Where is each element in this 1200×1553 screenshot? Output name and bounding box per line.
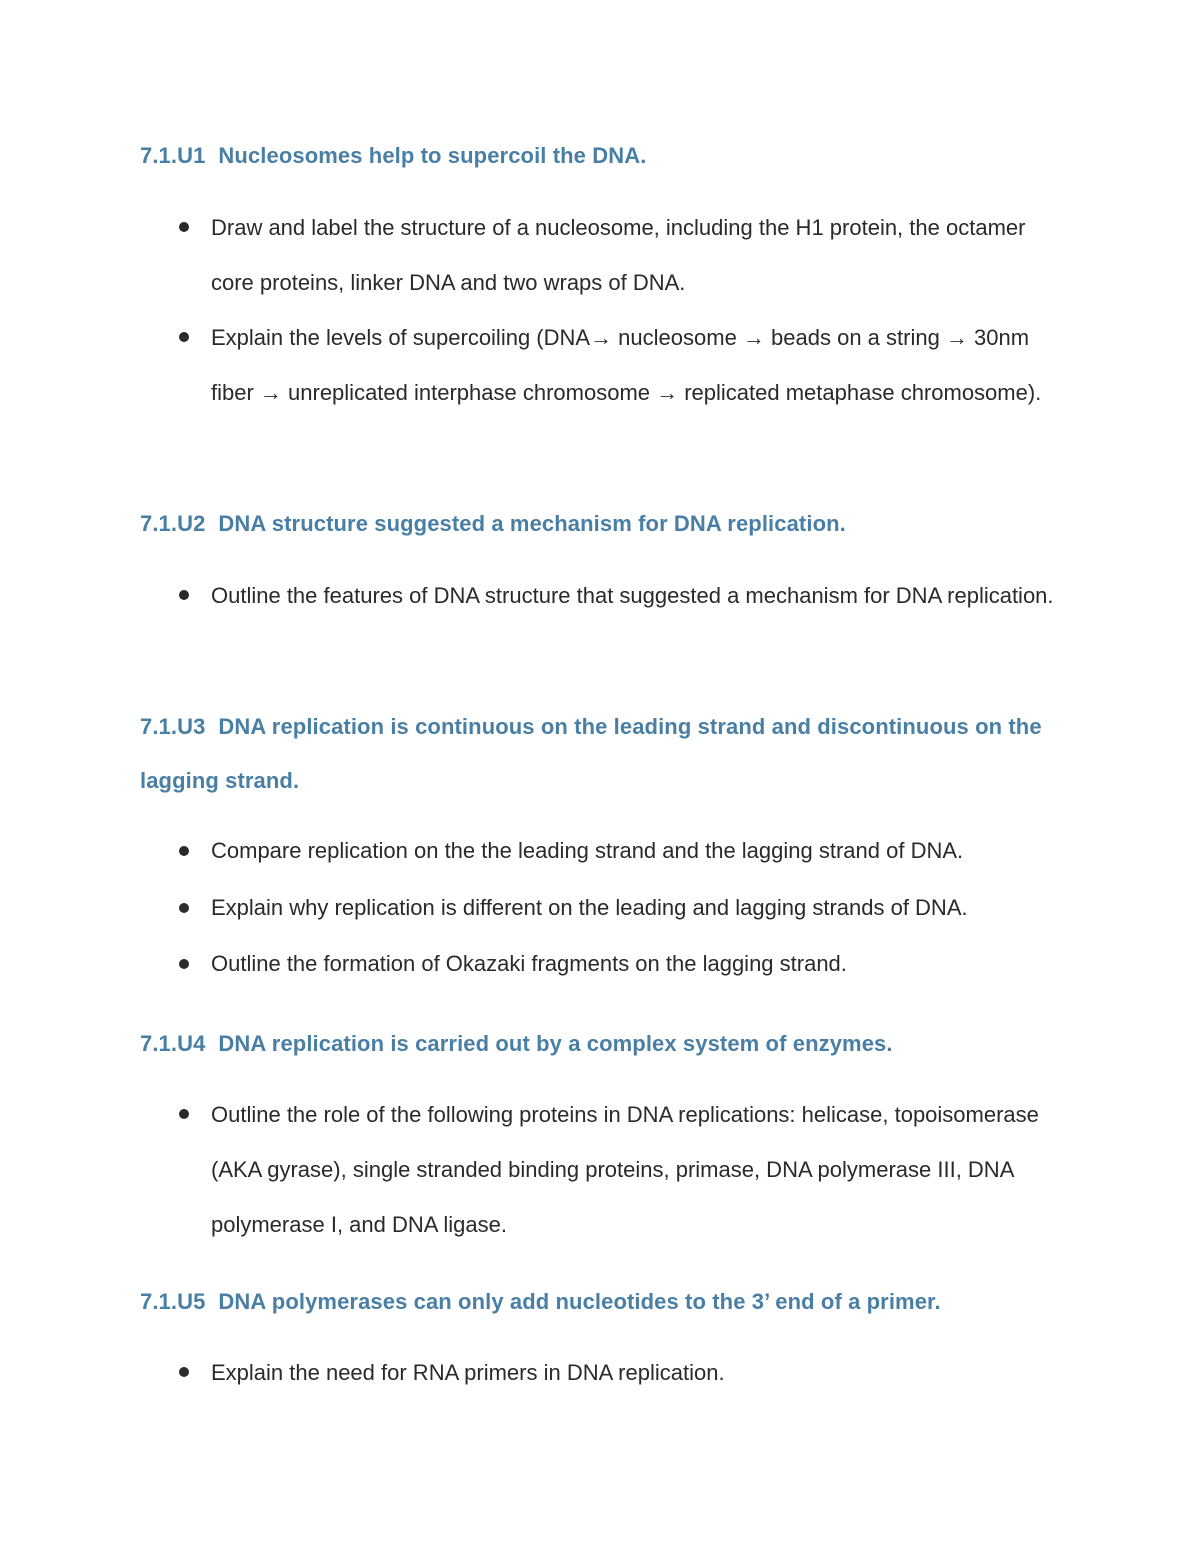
section-7-1-u5 bbox=[140, 1275, 1070, 1400]
section-7-1-u4 bbox=[140, 1017, 1070, 1252]
bullet-icon bbox=[179, 903, 189, 913]
bullet-icon bbox=[179, 590, 189, 600]
section-heading bbox=[140, 1275, 1070, 1329]
section-code: 7.1.U3 bbox=[140, 714, 206, 739]
list-item bbox=[140, 880, 1070, 937]
list-item bbox=[140, 568, 1070, 623]
list-item bbox=[140, 310, 1070, 420]
section-code: 7.1.U2 bbox=[140, 511, 206, 536]
bullet-icon bbox=[179, 846, 189, 856]
section-title: DNA polymerases can only add nucleotides to the 3’ end of a primer. bbox=[218, 1289, 941, 1314]
list-item-text: Outline the features of DNA structure that suggested a mechanism for DNA replication. bbox=[211, 583, 1054, 608]
bullet-list bbox=[140, 568, 1070, 623]
bullet-list bbox=[140, 823, 1070, 993]
bullet-list bbox=[140, 1087, 1070, 1252]
section-title: DNA replication is continuous on the leading strand and discontinuous on the lagging strand. bbox=[140, 714, 1042, 793]
section-code: 7.1.U5 bbox=[140, 1289, 206, 1314]
section-heading bbox=[140, 1017, 1070, 1071]
section-code: 7.1.U4 bbox=[140, 1031, 206, 1056]
list-item bbox=[140, 1087, 1070, 1252]
bullet-icon bbox=[179, 959, 189, 969]
section-heading bbox=[140, 129, 1070, 183]
section-7-1-u2 bbox=[140, 497, 1070, 623]
list-item-text: Draw and label the structure of a nucleosome, including the H1 protein, the octamer core proteins, linker DNA and two wraps of DNA. bbox=[211, 215, 1026, 295]
list-item bbox=[140, 936, 1070, 993]
bullet-list bbox=[140, 1345, 1070, 1400]
list-item bbox=[140, 200, 1070, 310]
bullet-icon bbox=[179, 1367, 189, 1377]
list-item-text: Compare replication on the the leading strand and the lagging strand of DNA. bbox=[211, 838, 964, 863]
section-7-1-u3 bbox=[140, 700, 1070, 993]
section-heading bbox=[140, 497, 1070, 551]
bullet-icon bbox=[179, 222, 189, 232]
section-code: 7.1.U1 bbox=[140, 143, 206, 168]
list-item bbox=[140, 823, 1070, 880]
bullet-icon bbox=[179, 1109, 189, 1119]
section-heading bbox=[140, 700, 1070, 808]
list-item-text: Outline the formation of Okazaki fragments on the lagging strand. bbox=[211, 951, 847, 976]
section-title: DNA replication is carried out by a complex system of enzymes. bbox=[218, 1031, 893, 1056]
section-title: DNA structure suggested a mechanism for DNA replication. bbox=[218, 511, 846, 536]
list-item-text: Explain the need for RNA primers in DNA replication. bbox=[211, 1360, 725, 1385]
section-7-1-u1 bbox=[140, 129, 1070, 420]
bullet-icon bbox=[179, 332, 189, 342]
bullet-list bbox=[140, 200, 1070, 420]
list-item-text: Outline the role of the following proteins in DNA replications: helicase, topoisomerase (AKA gyrase), single stranded binding proteins, primase, DNA polymerase III, DNA polymerase I, and DNA ligase. bbox=[211, 1102, 1039, 1237]
list-item-text: Explain the levels of supercoiling (DNA→ nucleosome → beads on a string → 30nm fiber → unreplicated interphase chromosome → replicated metaphase chromosome). bbox=[211, 325, 1042, 405]
list-item bbox=[140, 1345, 1070, 1400]
section-title: Nucleosomes help to supercoil the DNA. bbox=[218, 143, 647, 168]
list-item-text: Explain why replication is different on the leading and lagging strands of DNA. bbox=[211, 894, 968, 920]
